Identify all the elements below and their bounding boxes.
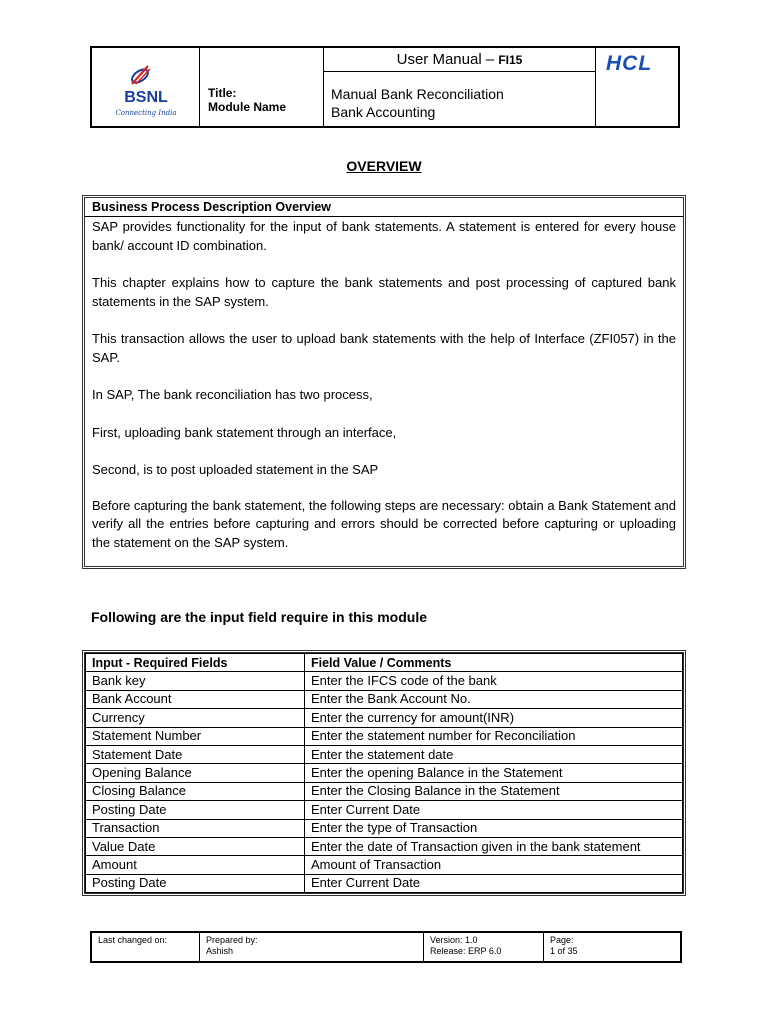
paragraph: This chapter explains how to capture the bank statements and post processing of captured bank statements in the SAP system. xyxy=(92,275,676,309)
page-number: 1 of 35 xyxy=(550,946,578,956)
field-name: Amount xyxy=(86,856,305,874)
field-comment: Amount of Transaction xyxy=(305,856,683,874)
table-row xyxy=(86,672,683,690)
field-name: Statement Date xyxy=(86,745,305,763)
field-comment: Enter the statement date xyxy=(305,745,683,763)
field-name: Opening Balance xyxy=(86,764,305,782)
field-comment: Enter the IFCS code of the bank xyxy=(305,672,683,690)
field-comment: Enter the date of Transaction given in the bank statement xyxy=(305,837,683,855)
table-header-row xyxy=(86,654,683,672)
column-header: Field Value / Comments xyxy=(305,654,683,672)
title-cell xyxy=(324,48,596,126)
field-comment: Enter the opening Balance in the Statement xyxy=(305,764,683,782)
business-process-box xyxy=(82,195,686,569)
prepared-by-label: Prepared by: xyxy=(206,935,258,945)
field-name: Bank key xyxy=(86,672,305,690)
field-comment: Enter the statement number for Reconciliation xyxy=(305,727,683,745)
title-value: Manual Bank Reconciliation xyxy=(331,86,504,102)
table-row xyxy=(86,837,683,855)
hcl-logo-cell xyxy=(596,48,678,126)
paragraph: This transaction allows the user to upload bank statements with the help of Interface (ZFI057) in the SAP. xyxy=(92,331,676,365)
document-footer xyxy=(90,931,682,963)
column-header: Input - Required Fields xyxy=(86,654,305,672)
field-comment: Enter Current Date xyxy=(305,874,683,892)
manual-code: FI15 xyxy=(498,53,523,67)
document-header xyxy=(90,46,680,128)
last-changed-cell xyxy=(92,933,200,961)
table-row xyxy=(86,874,683,892)
table-row xyxy=(86,709,683,727)
table-row xyxy=(86,764,683,782)
table-row xyxy=(86,727,683,745)
version-label: Version: 1.0 xyxy=(430,935,478,945)
table-row xyxy=(86,856,683,874)
paragraph: In SAP, The bank reconciliation has two process, xyxy=(92,387,373,402)
field-name: Transaction xyxy=(86,819,305,837)
table-row xyxy=(86,690,683,708)
field-name: Value Date xyxy=(86,837,305,855)
field-name: Posting Date xyxy=(86,801,305,819)
field-comment: Enter the Closing Balance in the Statement xyxy=(305,782,683,800)
version-cell xyxy=(424,933,544,961)
user-manual-title: User Manual – FI15 xyxy=(396,51,523,68)
field-name: Bank Account xyxy=(86,690,305,708)
table-row xyxy=(86,745,683,763)
field-comment: Enter the Bank Account No. xyxy=(305,690,683,708)
bsnl-tagline: Connecting India xyxy=(115,109,177,117)
prepared-by-value: Ashish xyxy=(206,946,234,956)
bsnl-logo-cell xyxy=(92,48,200,126)
hcl-logo: HCL xyxy=(606,52,653,75)
field-comment: Enter Current Date xyxy=(305,801,683,819)
last-changed-label: Last changed on: xyxy=(98,935,168,945)
table-row xyxy=(86,819,683,837)
paragraph: First, uploading bank statement through an interface, xyxy=(92,424,397,440)
field-name: Posting Date xyxy=(86,874,305,892)
field-comment: Enter the type of Transaction xyxy=(305,819,683,837)
page-label: Page: xyxy=(550,935,574,945)
overview-heading: OVERVIEW xyxy=(346,158,422,174)
paragraph: Before capturing the bank statement, the following steps are necessary: obtain a Bank Statement and verify all the entries before capturing and errors should be corrected before capturing or uploading the statement on the SAP system. xyxy=(92,497,676,550)
paragraph: SAP provides functionality for the input of bank statements. A statement is entered for every house bank/ account ID combination. xyxy=(92,219,676,253)
prepared-by-cell xyxy=(200,933,424,961)
fields-heading: Following are the input field require in this module xyxy=(91,609,428,625)
header-divider xyxy=(324,71,596,72)
field-name: Currency xyxy=(86,709,305,727)
label-cell xyxy=(200,48,324,126)
page-cell xyxy=(544,933,680,961)
paragraph: Second, is to post uploaded statement in the SAP xyxy=(92,462,379,477)
table-row xyxy=(86,782,683,800)
business-process-heading: Business Process Description Overview xyxy=(85,198,683,217)
table-row xyxy=(86,801,683,819)
business-process-body xyxy=(92,218,676,552)
field-comment: Enter the currency for amount(INR) xyxy=(305,709,683,727)
field-name: Statement Number xyxy=(86,727,305,745)
release-label: Release: ERP 6.0 xyxy=(430,946,502,956)
module-name-value: Bank Accounting xyxy=(331,104,436,120)
title-label: Title: xyxy=(208,86,237,100)
bsnl-logo-text: BSNL xyxy=(124,89,168,106)
module-name-label: Module Name xyxy=(208,100,287,114)
bsnl-logo xyxy=(100,62,192,122)
fields-table xyxy=(82,650,686,896)
field-name: Closing Balance xyxy=(86,782,305,800)
